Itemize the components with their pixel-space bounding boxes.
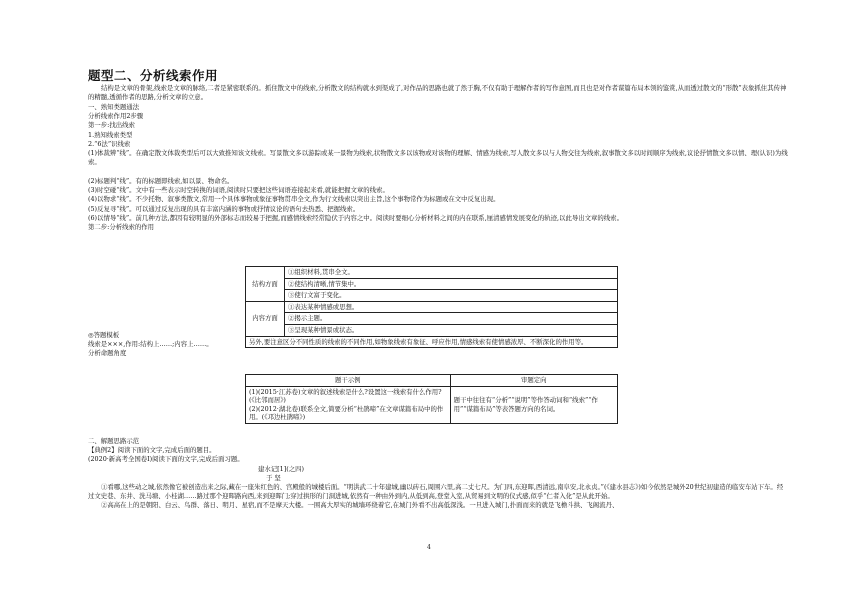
example-1: (1)(2015·江苏卷)文章的叙述线索是什么?设置这一线索有什么作用?(《比邻而居》) bbox=[249, 387, 442, 405]
table-cell: ②揭示主题。 bbox=[285, 313, 618, 325]
text-line: (2020·新高考全国卷Ⅰ)阅读下面的文字,完成后面习题。 bbox=[88, 455, 244, 464]
table-cell: ②使结构清晰,情节集中。 bbox=[285, 278, 618, 290]
text-line: 【典例2】阅读下面的文字,完成后面的题目。 bbox=[88, 446, 216, 455]
table-cell: ③呈现某种情景或状态。 bbox=[285, 324, 618, 336]
article-paragraph: ②高高在上的是朝阳、白云、鸟群、落日、明月、星宿,而不是摩天大楼。一围高大厚实的城墙环绕着它,在城门外看不出高低深浅。一旦进入城门,扑面而来的就是飞檐斗拱、飞阁流丹、 bbox=[101, 501, 619, 510]
table-cell: 题干中往往有“分析”“说明”等作答动词和“线索”“作用”“谋篇布局”等表答题方向的名词。 bbox=[450, 386, 617, 423]
text-line: (3)时空碰“线”。文中有一些表示时空转换的词语,阅读时只要把这些词语连接起来看,就能把握文章的线索。 bbox=[88, 186, 389, 195]
article-body bbox=[88, 483, 788, 511]
text-line: 线索是×××,作用:结构上……;内容上……。 bbox=[88, 340, 213, 349]
text-line: (2)标题判“线”。有的标题即线索,如以景、物命名。 bbox=[88, 177, 234, 185]
table-header: 审题定向 bbox=[450, 375, 617, 387]
article-paragraph: ①看哪,这些动之城,依然像它被创造出来之际,藏在一座朱红色的、宫殿般的城楼后面。“明洪武二十年建城,幽以砖石,周围六里,高二丈七尺。为门四,东迎晖,西清远,南阜安,北永贞。”(《建水县志》)如今依然是城外20世纪初建造的临安车站下车。经过文史巷、东井、洗马塘、小桂湖……路过那个迎晖路向西,来到迎晖门;穿过拱形的门洞进城,依然有一种由外到内,从低到高,登堂入室,从贸易到文明的仪式感,似乎“仁者入化”是从此开始。 bbox=[88, 483, 784, 501]
table-cell: ①表达某种情感或思想。 bbox=[285, 301, 618, 313]
question-angle-table bbox=[245, 374, 618, 424]
table-label-content: 内容方面 bbox=[246, 301, 285, 336]
heading-line: 一、熟知类题通法 bbox=[88, 103, 140, 111]
text-line: 1.熟知线索类型 bbox=[88, 130, 133, 139]
heading-line: 二、解题思路示范 bbox=[88, 437, 140, 445]
article-title: 建水记[1](之四) bbox=[258, 464, 304, 473]
text-line: 第二步:分析线索的作用 bbox=[88, 223, 155, 232]
table-label-structure: 结构方面 bbox=[246, 267, 285, 302]
table-cell bbox=[246, 386, 451, 423]
article-author: 于 坚 bbox=[266, 473, 281, 482]
text-line: 2.“6法”识线索 bbox=[88, 139, 131, 148]
text-line: (6)以情导“线”。前几种方法,都因有较明显的外部标志而较易于把握,而感情线索经常隐伏于内容之中。阅读时要细心分析材料之间的内在联系,厘清感情发展变化的轨迹,以此导出文章的线索。 bbox=[88, 213, 623, 222]
text-line: 分析命题角度 bbox=[88, 349, 127, 358]
method-section bbox=[88, 103, 788, 149]
intro-text: 结构是文章的骨架,线索是文章的脉络,二者是紧密联系的。抓住散文中的线索,分析散文的结构就水到渠成了,对作品的思路也就了然于胸,不仅有助于理解作者的写作意图,而且也是对作者谋篇布局本领的鉴赏,从而透过散文的“形散”表象抓住其传神的精髓,透循作者的思路,分析文章的立意。 bbox=[88, 84, 787, 102]
text-line: 第一步:找出线索 bbox=[88, 121, 135, 130]
template-section bbox=[88, 331, 788, 359]
table-note: 另外,要注意区分不同性质的线索的不同作用,如物象线索有象征、呼应作用,情感线索有使情感浓厚、不断深化的作用等。 bbox=[246, 336, 618, 348]
text-line: (4)以物求“线”。不少托物、叙事类散文,常用一个具体事物或象征事物贯串全文,作为行文线索以突出主旨,这个事物常作为标题或在文中反复出现。 bbox=[88, 195, 500, 204]
method-details-2 bbox=[88, 177, 788, 232]
example-section bbox=[88, 437, 788, 483]
example-2: (2)(2012·湖北卷)联系全文,简要分析“杜鹃啼”在文章谋篇布局中的作用。(《邛边杜鹃啼》) bbox=[249, 404, 444, 422]
table-cell: ①组织材料,贯串全文。 bbox=[285, 267, 618, 279]
text-line: 分析线索作用2步骤 bbox=[88, 112, 144, 121]
text-line: (5)反复寻“线”。可以通过反复出现的具有丰富内涵的事物或抒情议论的语句去热悉、把握线索。 bbox=[88, 204, 360, 213]
table-cell: ③使行文富于变化。 bbox=[285, 290, 618, 302]
intro-paragraph bbox=[88, 84, 788, 102]
page-number: 4 bbox=[427, 544, 431, 551]
method-details bbox=[88, 149, 788, 167]
section-title: 题型二、分析线索作用 bbox=[88, 68, 219, 83]
text-line: (1)体裁辨“线”。在确定散文体裁类型后可以大致推知该文线索。写景散文多以游踪或某一景物为线索,状物散文多以该物或对该物的理解、情感为线索,写人散文多以与人物交往为线索,叙事散文多以时间顺序为线索,议论抒情散文多以情、理(认识)为线索。 bbox=[88, 149, 788, 167]
text-line: ◎答题模板 bbox=[88, 331, 120, 339]
table-header: 题干示例 bbox=[246, 375, 451, 387]
